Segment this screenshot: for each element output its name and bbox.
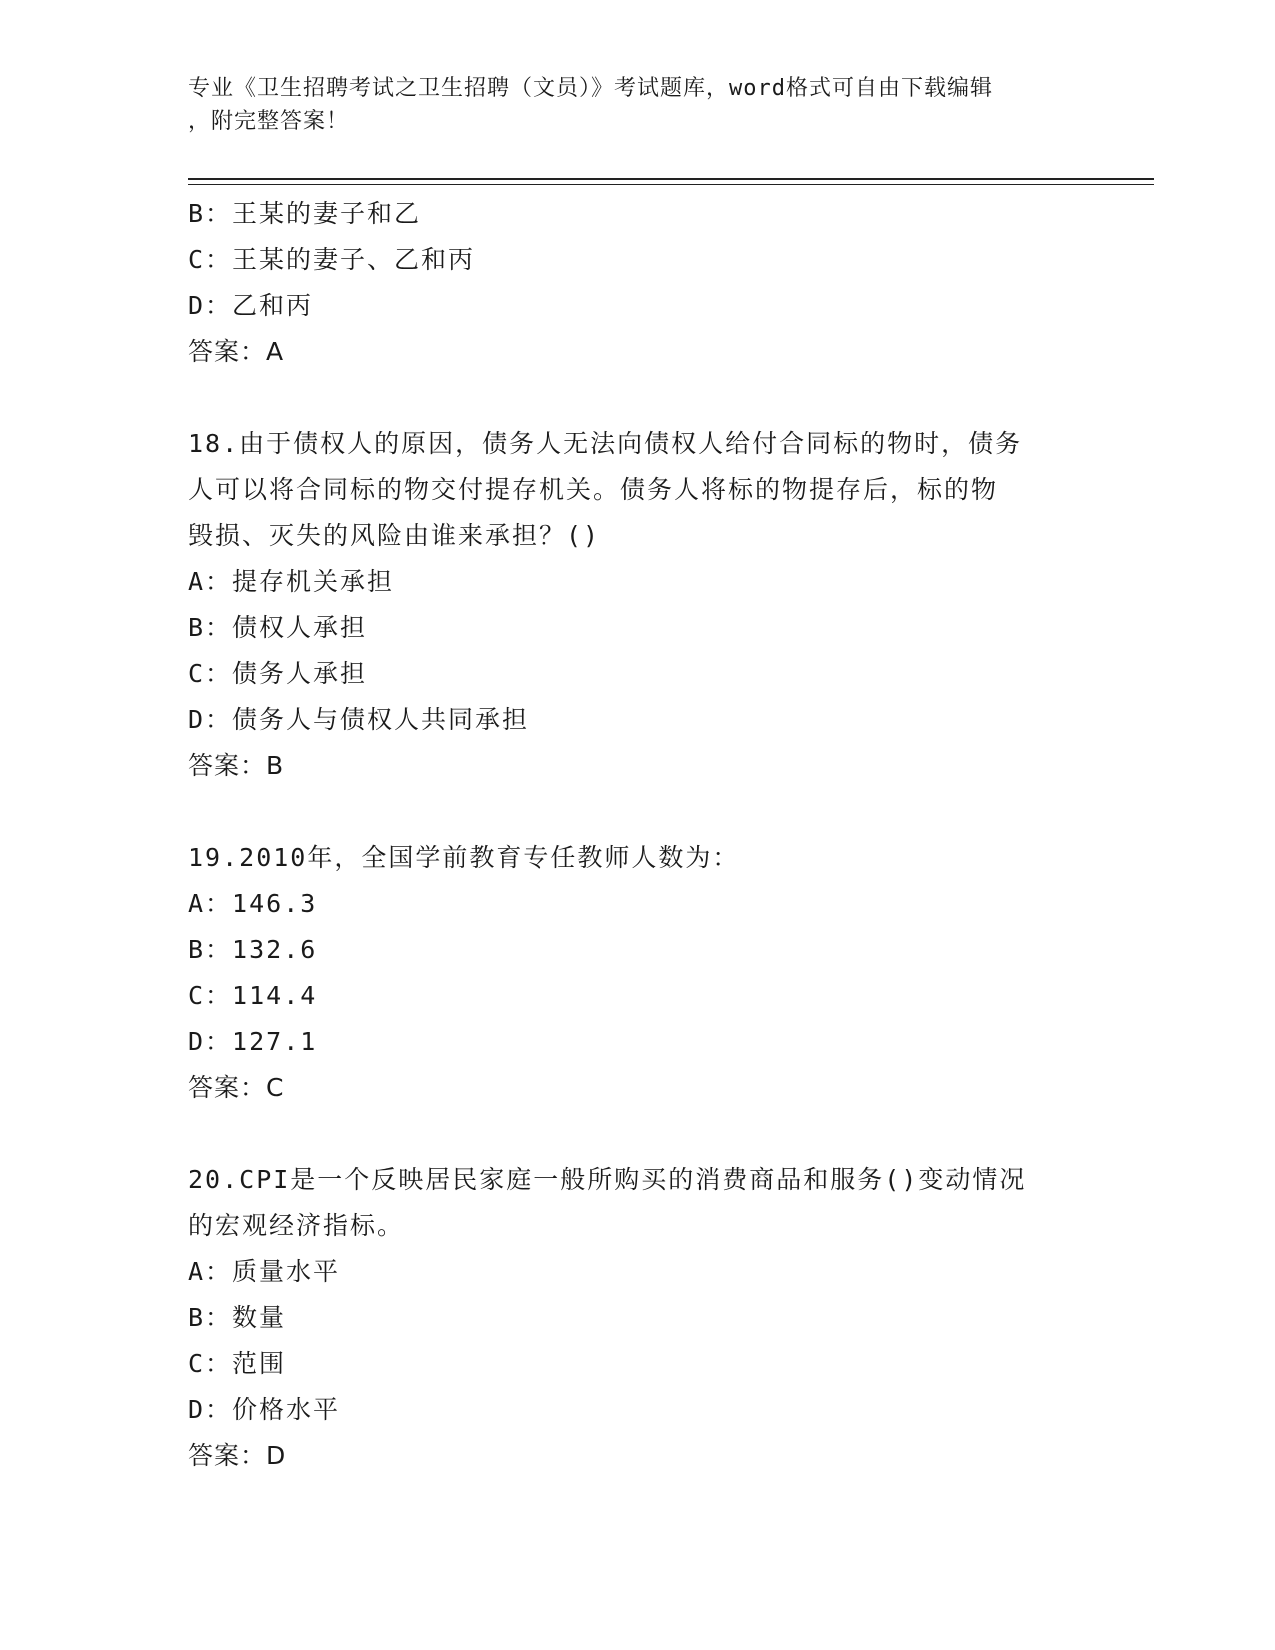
document-header [188, 72, 1088, 138]
option-c: C：114.4 [188, 981, 318, 1010]
option-c: C：王某的妻子、乙和丙 [188, 245, 476, 274]
option-a: A：提存机关承担 [188, 567, 395, 596]
question-18 [188, 421, 1088, 789]
question-text-line: 的宏观经济指标。 [188, 1211, 405, 1240]
question-list [188, 191, 1088, 1479]
option-a: A：146.3 [188, 889, 318, 918]
spacer [188, 1111, 1088, 1157]
option-c: C：债务人承担 [188, 659, 368, 688]
question-text-line: 20.CPI是一个反映居民家庭一般所购买的消费商品和服务()变动情况 [188, 1165, 1027, 1194]
question-text-line: 18.由于债权人的原因，债务人无法向债权人给付合同标的物时，债务 [188, 429, 1023, 458]
header-divider-thin [188, 184, 1154, 185]
option-b: B：王某的妻子和乙 [188, 199, 422, 228]
option-a: A：质量水平 [188, 1257, 341, 1286]
answer-line: 答案：D [188, 1441, 287, 1470]
option-d: D：乙和丙 [188, 291, 314, 320]
answer-line: 答案：C [188, 1073, 285, 1102]
answer-line: 答案：A [188, 337, 285, 366]
header-divider-thick [188, 178, 1154, 180]
option-d: D：债务人与债权人共同承担 [188, 705, 530, 734]
question-text-line: 人可以将合同标的物交付提存机关。债务人将标的物提存后，标的物 [188, 475, 999, 504]
header-title-line: 专业《卫生招聘考试之卫生招聘（文员）》考试题库，word格式可自由下载编辑 [188, 76, 993, 101]
question-19 [188, 835, 1088, 1111]
option-b: B：132.6 [188, 935, 318, 964]
question-20 [188, 1157, 1088, 1479]
option-b: B：数量 [188, 1303, 287, 1332]
header-title-continuation: ，附完整答案！ [188, 109, 350, 134]
question-text-line: 19.2010年，全国学前教育专任教师人数为： [188, 843, 740, 872]
option-d: D：价格水平 [188, 1395, 341, 1424]
answer-line: 答案：B [188, 751, 285, 780]
spacer [188, 789, 1088, 835]
option-d: D：127.1 [188, 1027, 318, 1056]
question-17 [188, 191, 1088, 375]
spacer [188, 375, 1088, 421]
option-c: C：范围 [188, 1349, 287, 1378]
option-b: B：债权人承担 [188, 613, 368, 642]
question-text-line: 毁损、灭失的风险由谁来承担？() [188, 521, 601, 550]
